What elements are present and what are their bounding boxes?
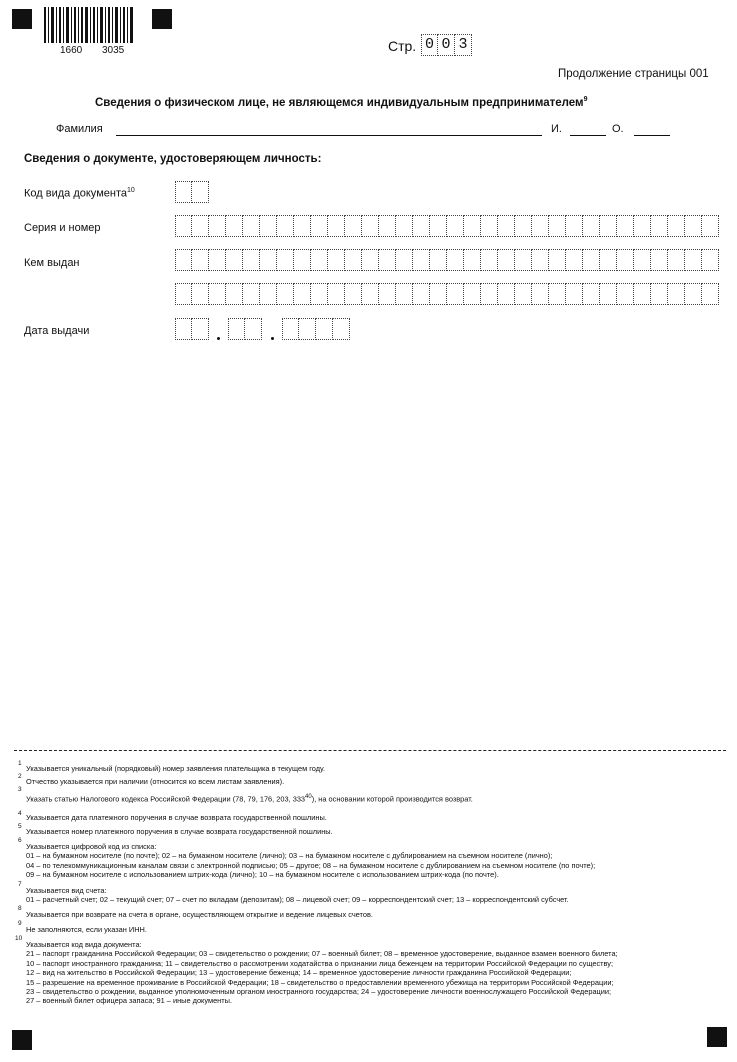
footnote-number: 5 [18, 823, 22, 830]
footnote-3-sup: 40 [305, 794, 312, 800]
footnote-9: Не заполняются, если указан ИНН. [26, 925, 147, 934]
page-digit: 3 [455, 34, 472, 56]
footnote-3-text-b: ), на основании которой производится возврат. [311, 794, 473, 804]
footnote-number: 2 [18, 773, 22, 780]
issue-date-month-cells[interactable] [228, 318, 262, 340]
doc-section-title: Сведения о документе, удостоверяющем личность: [24, 153, 322, 165]
footnote-10-line: 12 – вид на жительство в Российской Федерации; 13 – удостоверение беженца; 14 – временное удостоверение личности гражданина Российской Федерации; [26, 968, 572, 978]
initial-i-field[interactable] [570, 135, 606, 136]
footnote-number: 9 [18, 920, 22, 927]
footnote-separator [14, 750, 726, 751]
footnote-number: 3 [18, 786, 22, 793]
section-title [95, 96, 587, 109]
footnote-10-line: Указывается код вида документа: [26, 940, 142, 949]
issued-by-cells-row2[interactable] [175, 283, 719, 305]
page-digit: 0 [421, 34, 438, 56]
footnote-number: 1 [18, 760, 22, 767]
corner-marker-bottom-left [12, 1030, 32, 1050]
footnote-6-line: 09 – на бумажном носителе с использованием штрих-кода (лично); 10 – на бумажном носителе с использованием штрих-кода (по почте). [26, 870, 499, 880]
footnote-6-line: Указывается цифровой код из списка: [26, 842, 157, 851]
footnote-6-line: 04 – по телекоммуникационным каналам связи с электронной подписью; 05 – другое; 08 – на бумажном носителе с дублированием на съемном носителе (по почте); [26, 860, 596, 870]
footnote-4: Указывается дата платежного поручения в случае возврата государственной пошлины. [26, 813, 327, 822]
issue-date-day-cells[interactable] [175, 318, 209, 340]
date-separator-dot [217, 337, 220, 340]
footnote-10-line: 23 – свидетельство о рождении, выданное уполномоченным органом иностранного государства; 24 – удостоверение личности военнослужащего Российской Федерации; [26, 987, 612, 997]
section-title-text: Сведения о физическом лице, не являющемся индивидуальным предпринимателем [95, 96, 584, 109]
corner-marker-bottom-right [707, 1027, 727, 1047]
continuation-note: Продолжение страницы 001 [558, 68, 709, 80]
doc-code-cells[interactable] [175, 181, 209, 203]
surname-field[interactable] [116, 135, 542, 136]
issued-by-cells-row1[interactable] [175, 249, 719, 271]
doc-code-note: 10 [126, 187, 135, 194]
page-digit: 0 [438, 34, 455, 56]
footnote-number: 8 [18, 905, 22, 912]
footnote-number: 6 [18, 837, 22, 844]
issue-date-year-cells[interactable] [282, 318, 350, 340]
footnote-10-line: 10 – паспорт иностранного гражданина; 11 – свидетельство о рассмотрении ходатайства о признании лица беженцем на территории Российской Федерации по существу; [26, 958, 614, 968]
footnote-10-line: 21 – паспорт гражданина Российской Федерации; 03 – свидетельство о рождении; 07 – военный билет; 08 – временное удостоверение, выданное взамен военного билета; [26, 949, 618, 959]
corner-marker-top-right [152, 9, 172, 29]
doc-code-label-text: Код вида документа [24, 187, 127, 200]
section-title-note: 9 [583, 96, 588, 103]
corner-marker-top-left [12, 9, 32, 29]
footnote-1: Указывается уникальный (порядковый) номер заявления плательщика в текущем году. [26, 764, 326, 773]
barcode-number-right: 3035 [102, 45, 125, 56]
series-number-label: Серия и номер [24, 222, 101, 234]
footnote-number: 4 [18, 810, 22, 817]
footnote-6-line: 01 – на бумажном носителе (по почте); 02 – на бумажном носителе (лично); 03 – на бумажном носителе с дублированием на съемном носителе (лично); [26, 851, 553, 861]
series-number-cells[interactable] [175, 215, 719, 237]
initial-i-label: И. [551, 123, 562, 135]
initial-o-label: О. [612, 123, 624, 135]
barcode-number-left: 1660 [60, 45, 83, 56]
footnote-8: Указывается при возврате на счета в органе, осуществляющем открытие и ведение лицевых счетов. [26, 910, 373, 919]
footnote-5: Указывается номер платежного поручения в случае возврата государственной пошлины. [26, 827, 333, 836]
page-number-cells [421, 34, 472, 56]
footnote-10-line: 27 – военный билет офицера запаса; 91 – иные документы. [26, 996, 233, 1006]
footnote-3 [26, 793, 473, 804]
initial-o-field[interactable] [634, 135, 670, 136]
footnote-7 [26, 886, 569, 905]
page-label: Стр. [388, 38, 417, 54]
footnote-10-line: 15 – разрешение на временное проживание в Российской Федерации; 18 – свидетельство о предоставлении временного убежища на территории Российской Федерации; [26, 977, 614, 987]
footnote-3-text-a: Указать статью Налогового кодекса Российской Федерации (78, 79, 176, 203, 333 [26, 794, 306, 804]
footnote-2: Отчество указывается при наличии (относится ко всем листам заявления). [26, 777, 285, 786]
doc-code-label [24, 187, 135, 200]
issued-by-label: Кем выдан [24, 257, 80, 269]
footnote-7-line: Указывается вид счета: [26, 886, 107, 895]
date-separator-dot [271, 337, 274, 340]
footnote-7-line: 01 – расчетный счет; 02 – текущий счет; 07 – счет по вкладам (депозитам); 08 – лицевой счет; 09 – корреспондентский счет; 13 – корреспондентский субсчет. [26, 895, 569, 905]
footnote-number: 10 [15, 935, 23, 942]
footnote-6 [26, 842, 595, 880]
barcode-image [44, 7, 134, 43]
footnote-number: 7 [18, 881, 22, 888]
footnote-10 [26, 940, 618, 1006]
issue-date-label: Дата выдачи [24, 325, 90, 337]
surname-label: Фамилия [56, 123, 103, 135]
